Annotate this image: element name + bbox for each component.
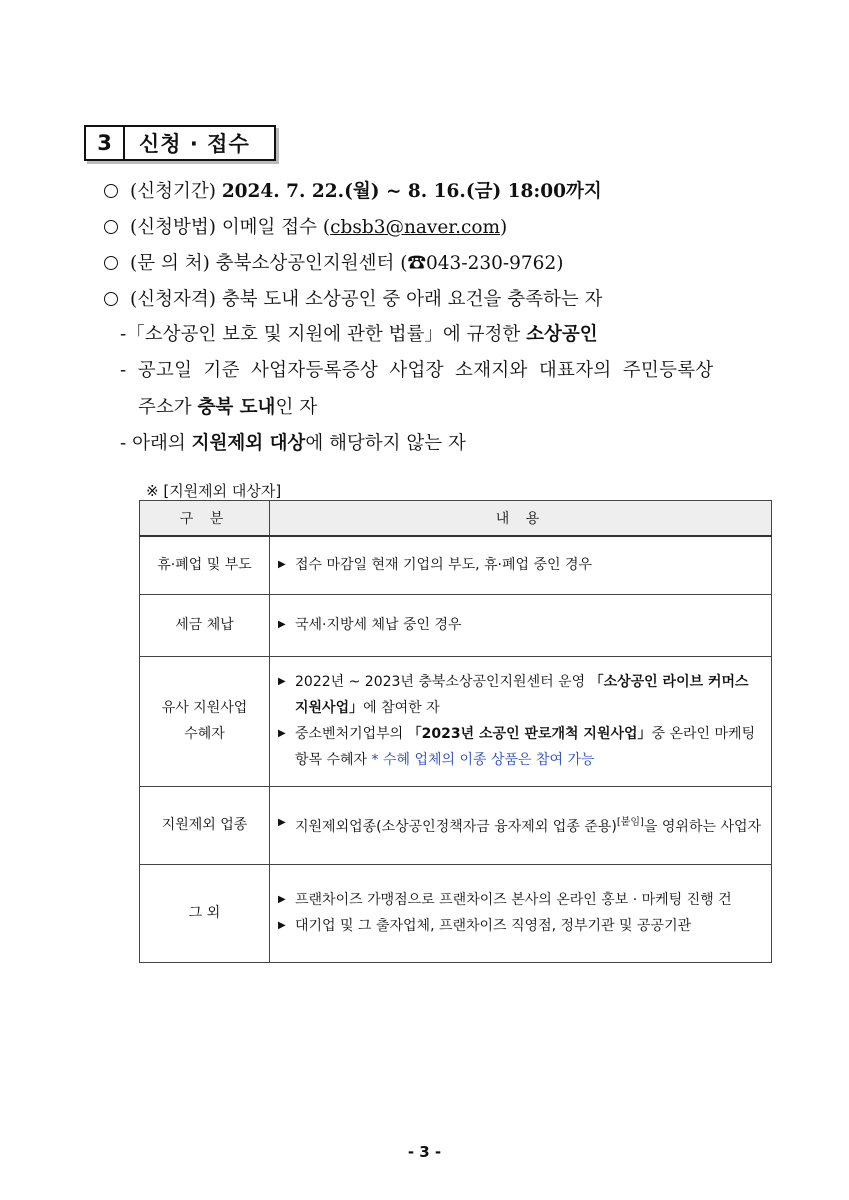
section-heading <box>84 125 276 161</box>
item-period: (신청기간) 2024. 7. 22.(월) ~ 8. 16.(금) 18:00까지 <box>104 180 602 204</box>
attachment-marker: [붙임] <box>616 817 644 828</box>
table-row <box>140 594 772 656</box>
page-number: - 3 - <box>407 1143 442 1161</box>
table-row <box>140 864 772 962</box>
list-item: ▶ 대기업 및 그 출자업체, 프랜차이즈 직영점, 정부기관 및 공공기관 <box>278 913 763 939</box>
triangle-bullet-icon: ▶ <box>278 559 286 571</box>
section-number: 3 <box>86 127 125 159</box>
criterion-1: -「소상공인 보호 및 지원에 관한 법률」에 규정한 소상공인 <box>120 324 598 345</box>
row-category: 유사 지원사업 수혜자 <box>140 656 270 786</box>
list-item: ▶ 2022년 ~ 2023년 충북소상공인지원센터 운영 「소상공인 라이브 커머스 지원사업」에 참여한 자 <box>278 669 763 721</box>
table-row <box>140 536 772 594</box>
note-text: * 수혜 업체의 이종 상품은 참여 가능 <box>371 752 595 768</box>
table-row <box>140 786 772 864</box>
exclusion-note: ※ [지원제외 대상자] <box>146 482 282 500</box>
triangle-bullet-icon: ▶ <box>278 920 286 931</box>
triangle-bullet-icon: ▶ <box>278 894 286 905</box>
header-category: 구 분 <box>140 501 270 537</box>
email-link[interactable]: cbsb3@naver.com <box>330 217 501 238</box>
item-contact: (문 의 처) 충북소상공인지원센터 (☎043-230-9762) <box>104 252 563 276</box>
circle-bullet-icon <box>104 184 118 198</box>
section-title: 신청 · 접수 <box>139 132 250 156</box>
table-header-row <box>140 501 772 537</box>
list-item: ▶ 중소벤처기업부의 「2023년 소공인 판로개척 지원사업」중 온라인 마케팅 항목 수혜자 * 수혜 업체의 이종 상품은 참여 가능 <box>278 721 763 773</box>
item-eligibility: (신청자격) 충북 도내 소상공인 중 아래 요건을 충족하는 자 <box>104 288 603 312</box>
triangle-bullet-icon: ▶ <box>278 817 286 828</box>
row-category: 세금 체납 <box>140 594 270 656</box>
header-content: 내 용 <box>270 501 772 537</box>
item-method: (신청방법) 이메일 접수 (cbsb3@naver.com) <box>104 216 507 240</box>
triangle-bullet-icon: ▶ <box>278 676 286 687</box>
row-category: 휴·폐업 및 부도 <box>140 536 270 594</box>
criterion-2-line1: - 공고일 기준 사업자등록증상 사업장 소재지와 대표자의 주민등록상 <box>120 360 714 381</box>
exclusion-table <box>139 500 772 963</box>
table-row <box>140 656 772 786</box>
circle-bullet-icon <box>104 256 118 270</box>
triangle-bullet-icon: ▶ <box>278 728 286 739</box>
triangle-bullet-icon: ▶ <box>278 619 286 630</box>
criterion-3: - 아래의 지원제외 대상에 해당하지 않는 자 <box>120 433 466 454</box>
row-category: 지원제외 업종 <box>140 786 270 864</box>
circle-bullet-icon <box>104 220 118 234</box>
list-item: ▶ 접수 마감일 현재 기업의 부도, 휴·폐업 중인 경우 <box>278 552 763 578</box>
list-item: ▶ 지원제외업종(소상공인정책자금 융자제외 업종 준용)[붙임]을 영위하는 사업자 <box>278 810 763 840</box>
criterion-2-line2: 주소가 충북 도내인 자 <box>138 397 318 418</box>
circle-bullet-icon <box>104 292 118 306</box>
row-category: 그 외 <box>140 864 270 962</box>
list-item: ▶ 국세·지방세 체납 중인 경우 <box>278 612 763 638</box>
list-item: ▶ 프랜차이즈 가맹점으로 프랜차이즈 본사의 온라인 홍보 · 마케팅 진행 건 <box>278 887 763 913</box>
